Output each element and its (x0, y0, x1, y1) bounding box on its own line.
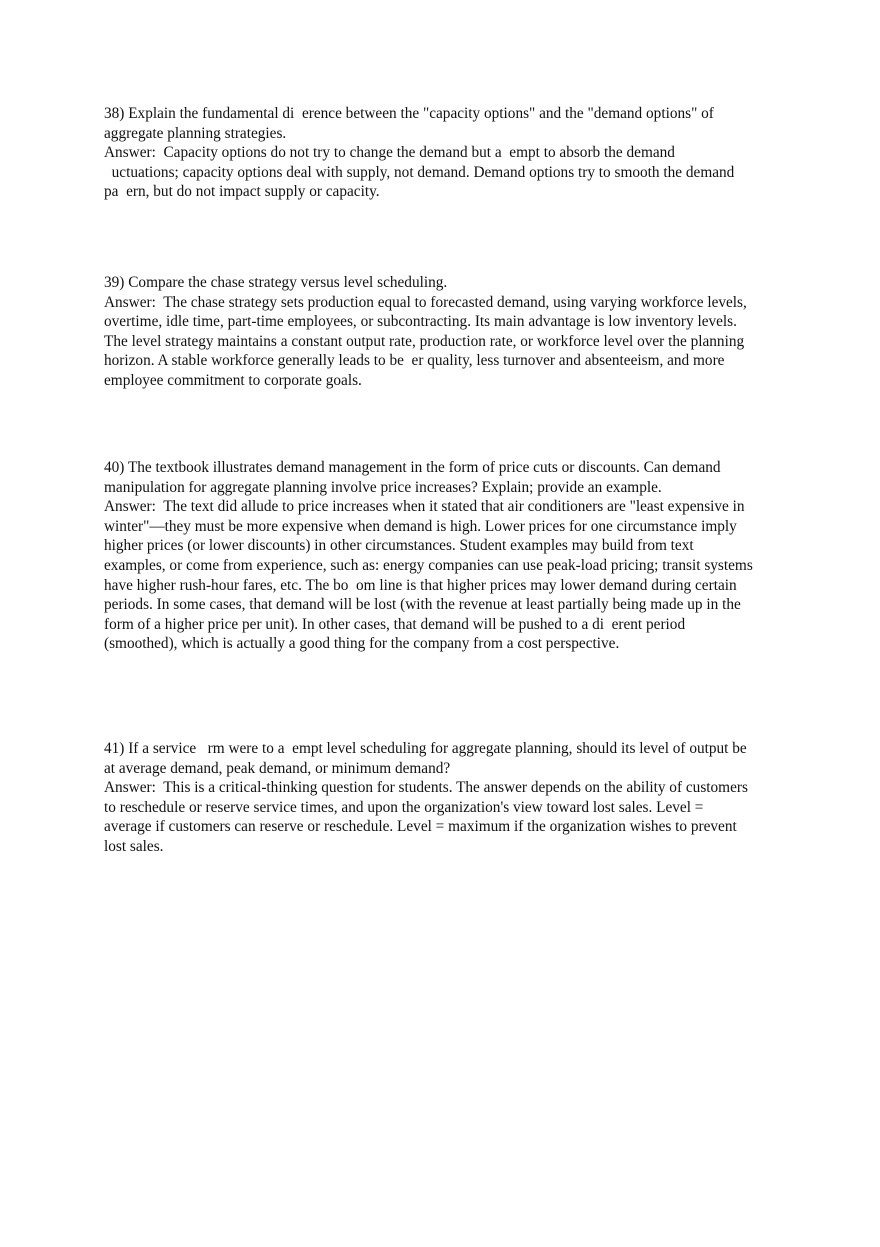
text-line: uctuations; capacity options deal with supply, not demand. Demand options try to smooth the demand (104, 163, 735, 181)
text-line: 40) The textbook illustrates demand management in the form of price cuts or discounts. Can demand (104, 459, 721, 476)
text-line: periods. In some cases, that demand will be lost (with the revenue at least partially being made up in the (104, 596, 741, 614)
text-line: winter"—they must be more expensive when demand is high. Lower prices for one circumstance imply (104, 517, 737, 535)
text-line: have higher rush-hour fares, etc. The bo om line is that higher prices may lower demand during certain (104, 576, 737, 594)
text-line: at average demand, peak demand, or minimum demand? (104, 759, 451, 777)
text-line: average if customers can reserve or reschedule. Level = maximum if the organization wishes to prevent (104, 818, 737, 836)
text-line: 39) Compare the chase strategy versus level scheduling. (104, 274, 448, 291)
text-line: Answer: Capacity options do not try to change the demand but a empt to absorb the demand (104, 144, 675, 162)
text-line: lost sales. (104, 837, 164, 855)
question-39 (104, 273, 804, 391)
text-line: horizon. A stable workforce generally leads to be er quality, less turnover and absenteeism, and more (104, 352, 725, 370)
text-line: (smoothed), which is actually a good thing for the company from a cost perspective. (104, 635, 620, 653)
text-line: 38) Explain the fundamental di erence between the "capacity options" and the "demand options" of (104, 105, 714, 122)
text-line: Answer: The chase strategy sets production equal to forecasted demand, using varying workforce levels, (104, 293, 747, 311)
text-line: employee commitment to corporate goals. (104, 371, 362, 389)
question-38 (104, 104, 804, 202)
question-41 (104, 739, 804, 857)
text-line: higher prices (or lower discounts) in other circumstances. Student examples may build from text (104, 537, 694, 555)
text-line: 41) If a service rm were to a empt level scheduling for aggregate planning, should its level of output be (104, 740, 747, 757)
text-line: examples, or come from experience, such as: energy companies can use peak-load pricing; transit systems (104, 556, 753, 574)
text-line: The level strategy maintains a constant output rate, production rate, or workforce level over the planning (104, 332, 745, 350)
question-40 (104, 458, 804, 654)
text-line: form of a higher price per unit). In other cases, that demand will be pushed to a di erent period (104, 615, 686, 633)
text-line: manipulation for aggregate planning involve price increases? Explain; provide an example. (104, 478, 662, 496)
text-line: aggregate planning strategies. (104, 124, 287, 142)
text-line: pa ern, but do not impact supply or capacity. (104, 183, 380, 201)
text-line: overtime, idle time, part-time employees, or subcontracting. Its main advantage is low inventory levels. (104, 313, 737, 331)
text-line: to reschedule or reserve service times, and upon the organization's view toward lost sales. Level = (104, 798, 704, 816)
text-line: Answer: The text did allude to price increases when it stated that air conditioners are "least expensive in (104, 498, 745, 516)
text-line: Answer: This is a critical-thinking question for students. The answer depends on the ability of customers (104, 779, 748, 797)
